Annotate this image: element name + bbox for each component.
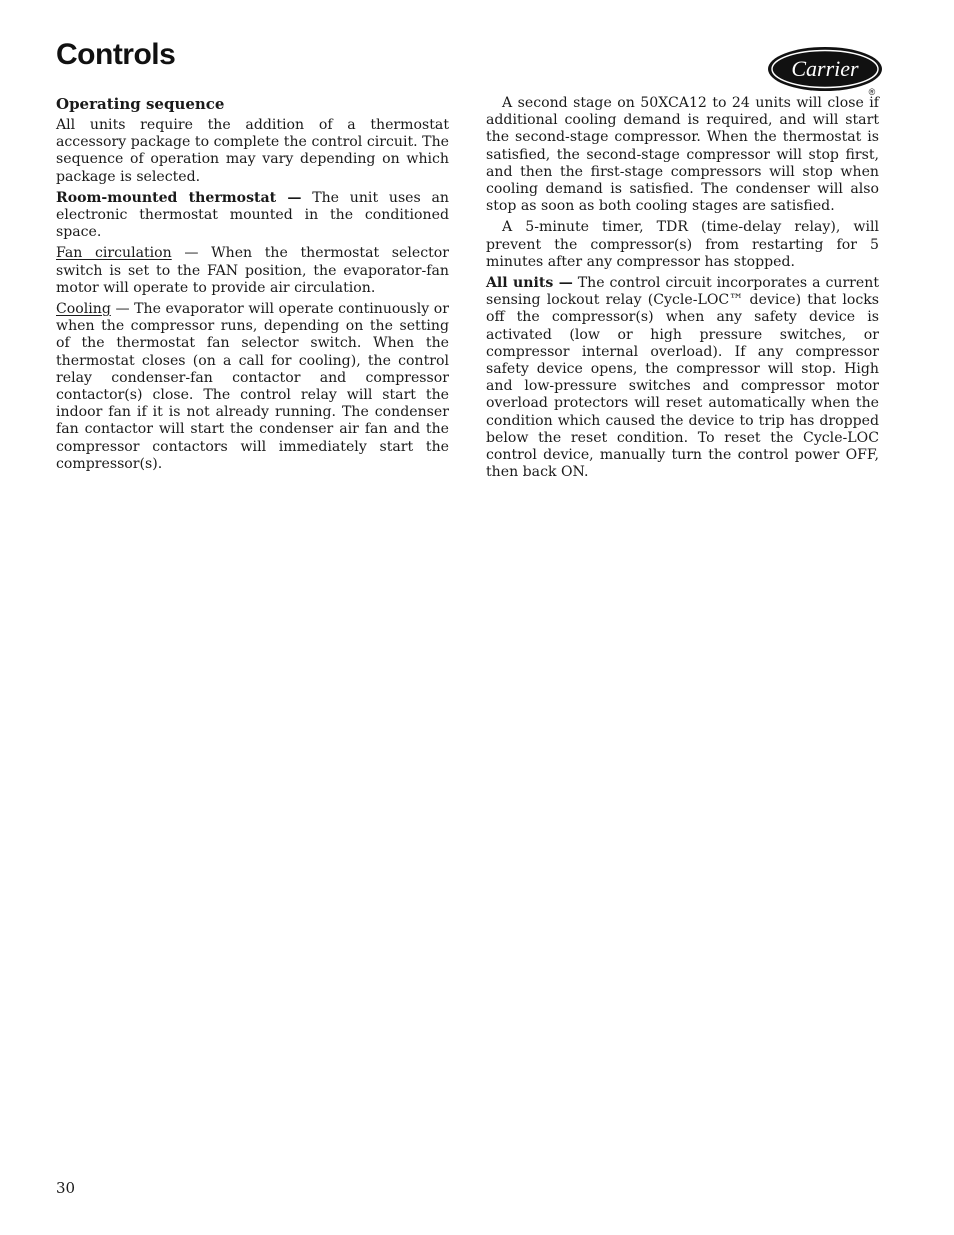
- room-thermostat-paragraph: [56, 190, 449, 242]
- page-title: Controls: [56, 38, 176, 71]
- logo-wordmark: Carrier: [791, 56, 859, 81]
- all-units-paragraph: [486, 275, 879, 481]
- room-thermostat-lead: Room-mounted thermostat —: [56, 189, 302, 206]
- page-number: 30: [56, 1179, 76, 1197]
- registered-mark: ®: [868, 87, 876, 97]
- fan-circulation-paragraph: [56, 245, 449, 297]
- timer-paragraph: A 5-minute timer, TDR (time-delay relay), will prevent the compressor(s) from restarting for 5 minutes after any compressor has stopped.: [486, 219, 879, 270]
- all-units-text: The control circuit incorporates a current sensing lockout relay (Cycle-LOC™ device) that locks off the compressor(s) when any safety device is activated (low or high pressure switches, or compressor internal overload). If any compressor safety device opens, the compressor will stop. High and low-pressure switches and compressor motor overload protectors will reset automatically when the condition which caused the device to trip has dropped below the reset condition. To reset the Cycle-LOC control device, manually turn the control power OFF, then back ON.: [486, 275, 879, 481]
- cooling-lead: Cooling: [56, 301, 111, 318]
- intro-paragraph: All units require the addition of a thermostat accessory package to complete the control circuit. The sequence of operation may vary depending on which package is selected.: [56, 117, 449, 185]
- all-units-lead: All units —: [486, 275, 573, 292]
- room-thermostat-text: The unit uses an electronic thermostat mounted in the conditioned space.: [56, 189, 449, 241]
- fan-circulation-lead: Fan circulation: [56, 245, 172, 262]
- left-column: [56, 95, 449, 477]
- cooling-paragraph: [56, 301, 449, 473]
- second-stage-paragraph: A second stage on 50XCA12 to 24 units will close if additional cooling demand is required, and will start the second-stage compressor. When the thermostat is satisfied, the second-stage compressor will stop first, and then the first-stage compressors will stop when cooling demand is satisfied. The condenser will also stop as soon as both cooling stages are satisfied.: [486, 95, 879, 215]
- fan-circulation-text: — When the thermostat selector switch is set to the FAN position, the evaporator-fan motor will operate to provide air circulation.: [56, 245, 449, 296]
- carrier-logo: [766, 45, 890, 97]
- section-heading: Operating sequence: [56, 95, 225, 113]
- cooling-text: — The evaporator will operate continuously or when the compressor runs, depending on the setting of the thermostat fan selector switch. When the thermostat closes (on a call for cooling), the control relay condenser-fan contactor and compressor contactor(s) close. The control relay will start the indoor fan if it is not already running. The condenser fan contactor will start the condenser air fan and the compressor contactors will immediately start the compressor(s).: [56, 301, 449, 472]
- right-column: [486, 95, 879, 485]
